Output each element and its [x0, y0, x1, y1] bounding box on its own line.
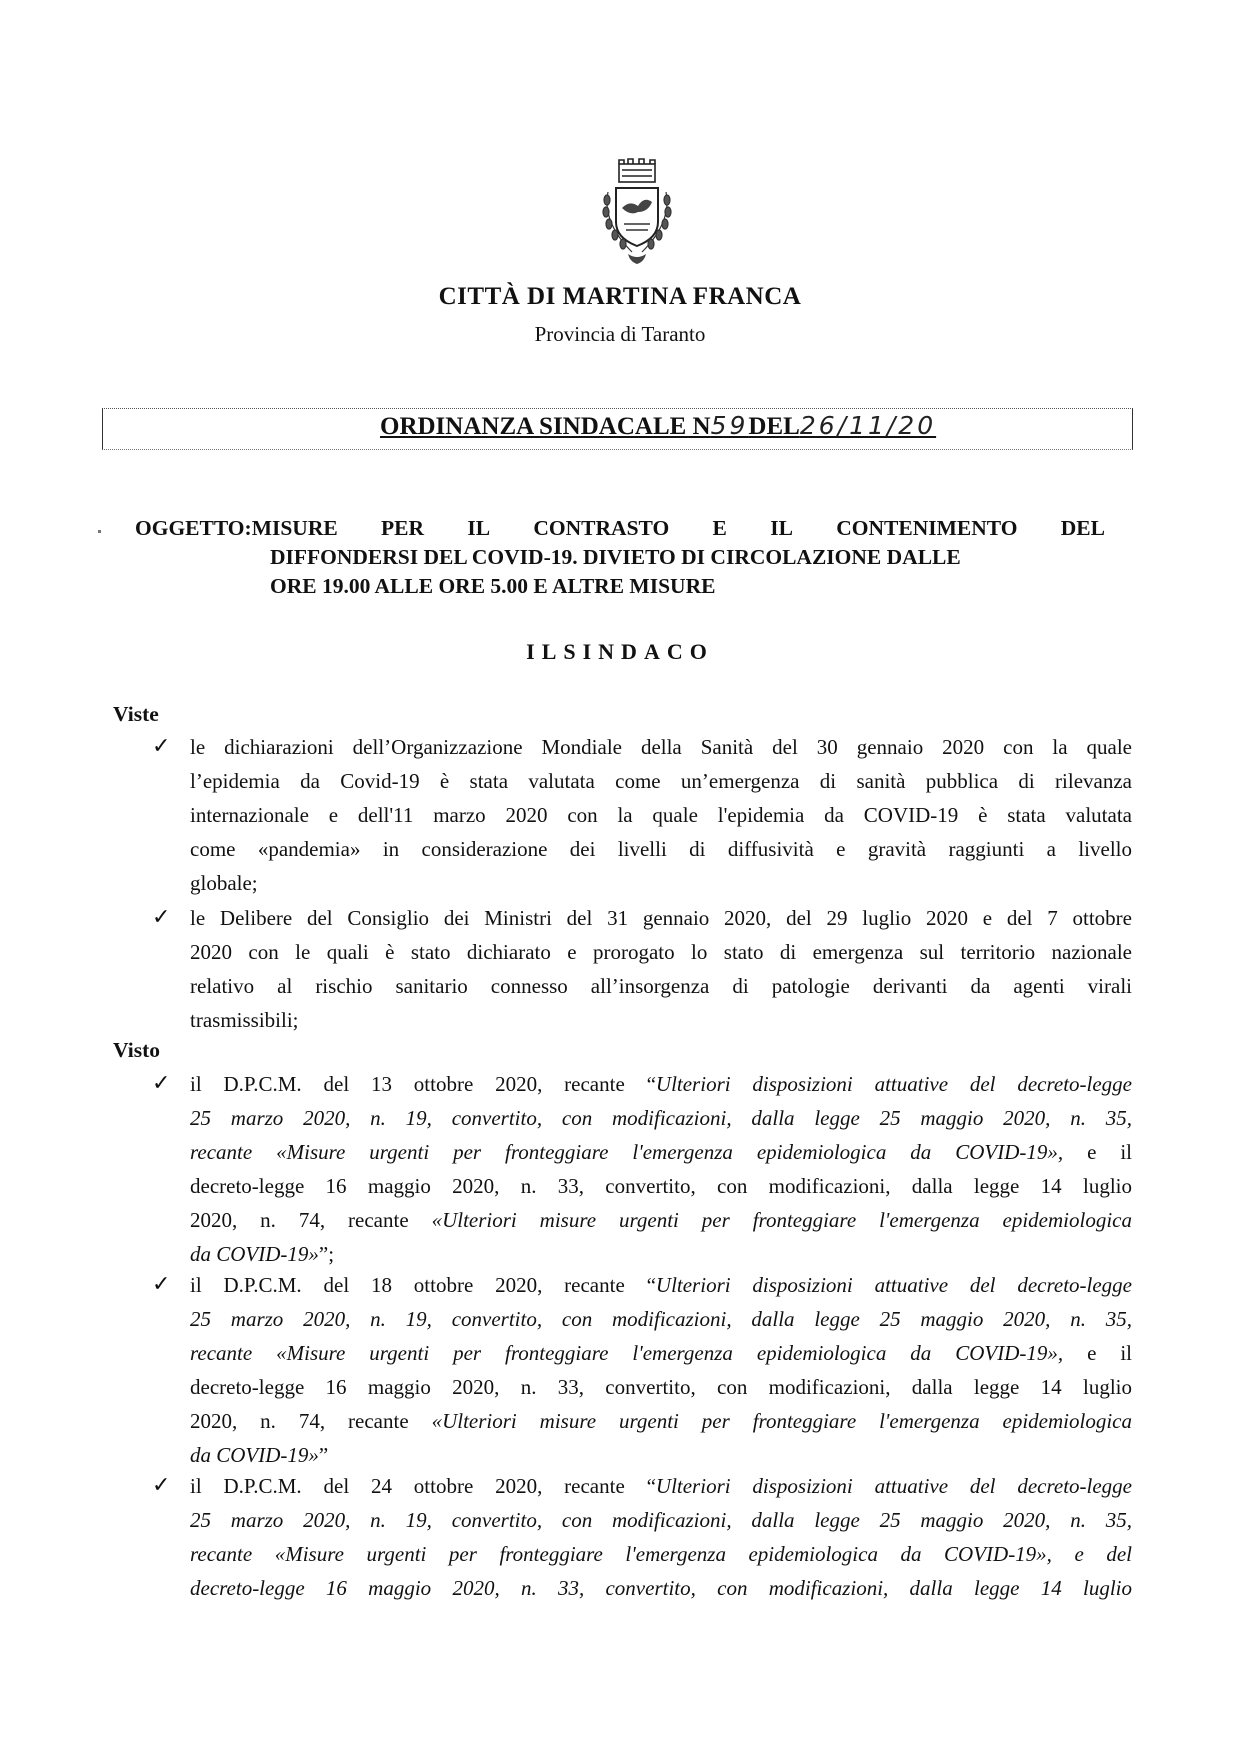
subject-word: E — [712, 516, 727, 540]
il-sindaco-heading: ILSINDACO — [526, 639, 714, 664]
check-icon: ✓ — [152, 905, 171, 930]
check-icon: ✓ — [152, 734, 171, 759]
subject-line-1 — [135, 514, 1105, 543]
subject-word: IL — [770, 516, 793, 540]
ordinance-number: 59 — [710, 411, 749, 440]
province-name: Provincia di Taranto — [534, 322, 706, 346]
subject-line-2: DIFFONDERSI DEL COVID-19. DIVIETO DI CIRCOLAZIONE DALLE — [270, 545, 961, 569]
visto-heading: Visto — [113, 1038, 160, 1062]
subject-word: CONTENIMENTO — [836, 516, 1018, 540]
subject-label: OGGETTO: — [135, 516, 252, 540]
subject-word: PER — [381, 516, 425, 540]
check-icon: ✓ — [152, 1473, 171, 1498]
check-icon: ✓ — [152, 1272, 171, 1297]
check-icon: ✓ — [152, 1071, 171, 1096]
subject-word: DEL — [1060, 516, 1105, 540]
ordinance-title-prefix: ORDINANZA SINDACALE N — [380, 413, 711, 440]
subject-word: CONTRASTO — [533, 516, 670, 540]
city-name: CITTÀ DI MARTINA FRANCA — [438, 283, 802, 310]
ordinance-title — [380, 411, 936, 441]
subject-block — [135, 514, 1105, 601]
ordinance-date: 26/11/20 — [799, 411, 937, 440]
coat-of-arms-crest — [592, 158, 682, 278]
visto-item-text: il D.P.C.M. del 18 ottobre 2020, recante “Ulteriori disposizioni attuative del decreto-legge 25 marzo 2020, n. 19, convertito, con modificazioni, dalla legge 25 maggio 2020, n. 35, recante «Misure urgenti per fronteggiare l'emergenza epidemiologica da COVID-19», e il decreto-legge 16 maggio 2020, n. 33, convertito, con modificazioni, dalla legge 14 luglio 2020, n. 74, recante «Ulteriori misure urgenti per fronteggiare l'emergenza epidemiologica da COVID-19»” — [190, 1273, 1132, 1467]
viste-item-text: le Delibere del Consiglio dei Ministri del 31 gennaio 2020, del 29 luglio 2020 e del 7 ottobre 2020 con le quali è stato dichiarato e prorogato lo stato di emergenza sul territorio nazionale relativo al rischio sanitario connesso all’insorgenza di patologie derivanti da agenti virali trasmissibili; — [190, 906, 1132, 1032]
visto-item-text: il D.P.C.M. del 24 ottobre 2020, recante “Ulteriori disposizioni attuative del decreto-legge 25 marzo 2020, n. 19, convertito, con modificazioni, dalla legge 25 maggio 2020, n. 35, recante «Misure urgenti per fronteggiare l'emergenza epidemiologica da COVID-19», e del decreto-legge 16 maggio 2020, n. 33, convertito, con modificazioni, dalla legge 14 luglio — [190, 1474, 1132, 1600]
viste-item-text: le dichiarazioni dell’Organizzazione Mondiale della Sanità del 30 gennaio 2020 con la quale l’epidemia da Covid-19 è stata valutata come un’emergenza di sanità pubblica di rilevanza internazionale e dell'11 marzo 2020 con la quale l'epidemia da COVID-19 è stata valutata come «pandemia» in considerazione dei livelli di diffusività e gravità raggiunti a livello globale; — [190, 735, 1132, 895]
viste-item — [152, 901, 1132, 1037]
visto-item — [152, 1067, 1132, 1271]
subject-word: OGGETTO:MISURE — [135, 516, 338, 540]
visto-item — [152, 1469, 1132, 1605]
viste-heading: Viste — [113, 702, 159, 726]
scan-speck — [98, 530, 101, 533]
viste-item — [152, 730, 1132, 900]
visto-item — [152, 1268, 1132, 1472]
visto-item-text: il D.P.C.M. del 13 ottobre 2020, recante “Ulteriori disposizioni attuative del decreto-legge 25 marzo 2020, n. 19, convertito, con modificazioni, dalla legge 25 maggio 2020, n. 35, recante «Misure urgenti per fronteggiare l'emergenza epidemiologica da COVID-19», e il decreto-legge 16 maggio 2020, n. 33, convertito, con modificazioni, dalla legge 14 luglio 2020, n. 74, recante «Ulteriori misure urgenti per fronteggiare l'emergenza epidemiologica da COVID-19»”; — [190, 1072, 1132, 1266]
ordinance-del: DEL — [748, 413, 800, 440]
subject-word: IL — [467, 516, 491, 540]
subject-line-3: ORE 19.00 ALLE ORE 5.00 E ALTRE MISURE — [270, 574, 716, 598]
